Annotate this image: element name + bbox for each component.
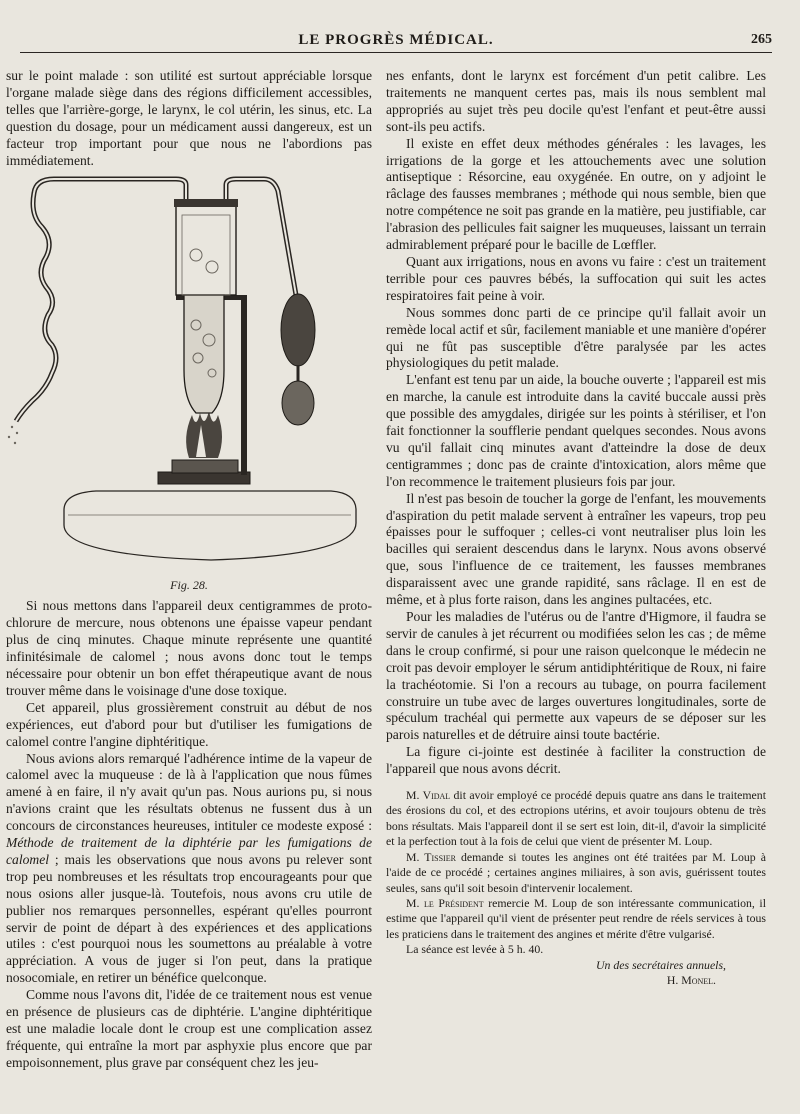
page-number: 265 [751, 32, 772, 47]
minutes-entry [386, 850, 766, 896]
paragraph: Cet appareil, plus grossièrement construit au début de nos expériences, eut d'abord pour but d'utiliser les fumigations de calomel contre l'angine diphtéritique. [6, 699, 372, 749]
paragraph-text: Nous avions alors remarqué l'adhérence intime de la vapeur de calomel avec la muqueuse : de là à l'application que nous fûmes amené à en faire, il n'y avait qu'un pas. Nous aurions pu, si nous n'avions craint que les résultats obtenus ne fussent dus à un concours de circonstances heureuses, intituler ce modeste exposé : [6, 750, 372, 834]
speaker-name: M. le Président [406, 895, 484, 910]
session-minutes [386, 788, 766, 988]
paragraph [6, 751, 372, 988]
paragraph: La figure ci-jointe est destinée à faciliter la construction de l'appareil que nous avons décrit. [386, 744, 766, 777]
figure-caption: Fig. 28. [170, 578, 208, 593]
signature-name: H. Monel. [666, 972, 716, 987]
right-column [386, 68, 766, 988]
minutes-entry [386, 788, 766, 850]
entry-text: dit avoir employé ce procédé depuis quatre ans dans le traitement des érosions du col, et des ectropions utérins, et avoir toujours obtenu de très bons résultats. Mais l'appareil dont il se sert est loin, dit-il, d'avoir la simplicité et la perfection tout à la fois de celui que vient de présenter M. Loup. [386, 788, 766, 849]
apparatus-figure [6, 175, 372, 575]
minutes-entry: La séance est levée à 5 h. 40. [406, 942, 544, 957]
speaker-name: M. Vidal [406, 788, 451, 803]
paragraph-text: ; mais les observations que nous avons pu relever sont trop peu nombreuses et les résultats trop encourageants pour que nous osions aller jusque-là. Toutefois, nous avons cru utile de publier nos remarques personnelles, espérant qu'elles pourront servir de point de départ à des expériences et des applications utiles : c'est pourquoi nous les soumettons au préalable à votre appréciation. A vous de juger si l'on peut, dans la pratique nosocomiale, en retirer un bénéfice quelconque. [6, 851, 372, 986]
entry-text: remercie M. Loup de son intéressante communication, il estime que l'appareil qu'il vient de présenter peut rendre de réels services à tous les praticiens dans le traitement des angines et mérite d'être vulgarisé. [386, 895, 766, 941]
paragraph: L'enfant est tenu par un aide, la bouche ouverte ; l'appareil est mis en marche, la canule est introduite dans la cavité buccale aussi près que possible des amygdales, dirigée sur les points à stériliser, et l'on fait fonctionner la soufflerie pendant quelques secondes. Nous avons vu qu'il fallait cinq minutes avant d'atteindre la dose de deux centigrammes ; donc pas de crainte d'intoxication, alors même que l'on recommence le traitement plusieurs fois par jour. [386, 372, 766, 489]
left-column [6, 68, 372, 1072]
paragraph: Comme nous l'avons dit, l'idée de ce traitement nous est venue en présence de plusieurs cas de diphtérie. L'angine diphtéritique est une maladie locale dont le croup est une complication assez fréquente, qui entraîne la mort par asphyxie plus encore que par empoisonnement, plus grave par conséquent chez les jeu- [6, 987, 372, 1070]
minutes-entry [386, 896, 766, 942]
paragraph: Si nous mettons dans l'appareil deux centigrammes de proto-chlorure de mercure, nous obtenons une épaisse vapeur pendant plus de cinq minutes. Chaque minute représente une quantité infinitésimale de calomel ; nous avons donc tout le temps nécessaire pour obtenir un bon effet thérapeutique avant de nous trouver même dans le voisinage d'une dose toxique. [6, 598, 372, 698]
paragraph: sur le point malade : son utilité est surtout appréciable lorsque l'organe malade siège dans des régions difficilement accessibles, telles que l'arrière-gorge, le larynx, le col utérin, les sinus, etc. La question du dosage, pour un médicament aussi dangereux, est un facteur trop important pour que nous ne l'abordions pas immédiatement. [6, 68, 372, 168]
paragraph: Il existe en effet deux méthodes générales : les lavages, les irrigations de la gorge et les attouchements avec une solution antiseptique : Résorcine, eau oxygénée. En outre, on y adjoint le râclage des fausses membranes ; méthode qui nous semble, bien que notre compétence ne soit pas grande en la matière, peu justifiable, car l'abrasion des pellicules fait saigner les muqueuses, laissant un terrain admirablement préparé pour le bacille de Lœffler. [386, 135, 766, 253]
running-header [20, 30, 772, 53]
paragraph: nes enfants, dont le larynx est forcément d'un petit calibre. Les traitements ne manquent certes pas, mais ils nous semblent mal appropriés au sujet très peu docile qu'est l'enfant et peut-être aussi sont-ils peu actifs. [386, 68, 766, 134]
paragraph: Il n'est pas besoin de toucher la gorge de l'enfant, les mouvements d'aspiration du petit malade servent à entraîner les vapeurs, trop peu épaisses pour le suffoquer ; celles-ci vont neutraliser plus loin les bacilles qui seraient descendus dans le larynx. Nous avons observé que, sous l'influence de ce traitement, les fausses membranes disparaissent avec une grande rapidité, sans râclage. Il en est de même, et à plus forte raison, dans les angines pultacées, etc. [386, 490, 766, 608]
apparatus-illustration [6, 175, 372, 575]
entry-text: demande si toutes les angines ont été traitées par M. Loup à l'aide de ce procédé ; certaines angines miliaires, à son avis, guérissent toutes seules, sans qu'il soit besoin d'intervenir localement. [386, 849, 766, 895]
signature-role: Un des secrétaires annuels, [596, 957, 726, 972]
paragraph: Quant aux irrigations, nous en avons vu faire : c'est un traitement terrible pour ces pauvres bébés, la suffocation qui suit les actes respiratoires fait peine à voir. [386, 253, 766, 303]
method-title: Méthode de traitement de la diphtérie par les fumigations de calomel [6, 835, 372, 867]
running-title: LE PROGRÈS MÉDICAL. [298, 32, 494, 48]
paragraph: Pour les maladies de l'utérus ou de l'antre d'Higmore, il faudra se servir de canules à jet récurrent ou modifiées selon les cas ; de même dans le croup confirmé, si pour une raison quelconque le médecin ne croit pas devoir employer le sérum antidiphtéritique de Roux, ni faire la trachéotomie. Si l'on a recours au tubage, on pourra facilement construire un tube avec de larges ouvertures longitudinales, sorte de spéculum trachéal qui permette aux vapeurs de se déposer sur les parois naturelles et de détruire ainsi toute bactérie. [386, 609, 766, 743]
paragraph: Nous sommes donc parti de ce principe qu'il fallait avoir un remède local actif et sûr, facilement maniable et une manière d'opérer qui ne fût pas susceptible d'être paralysée par les actes physiologiques du petit malade. [386, 304, 766, 371]
speaker-name: M. Tissier [406, 849, 456, 864]
